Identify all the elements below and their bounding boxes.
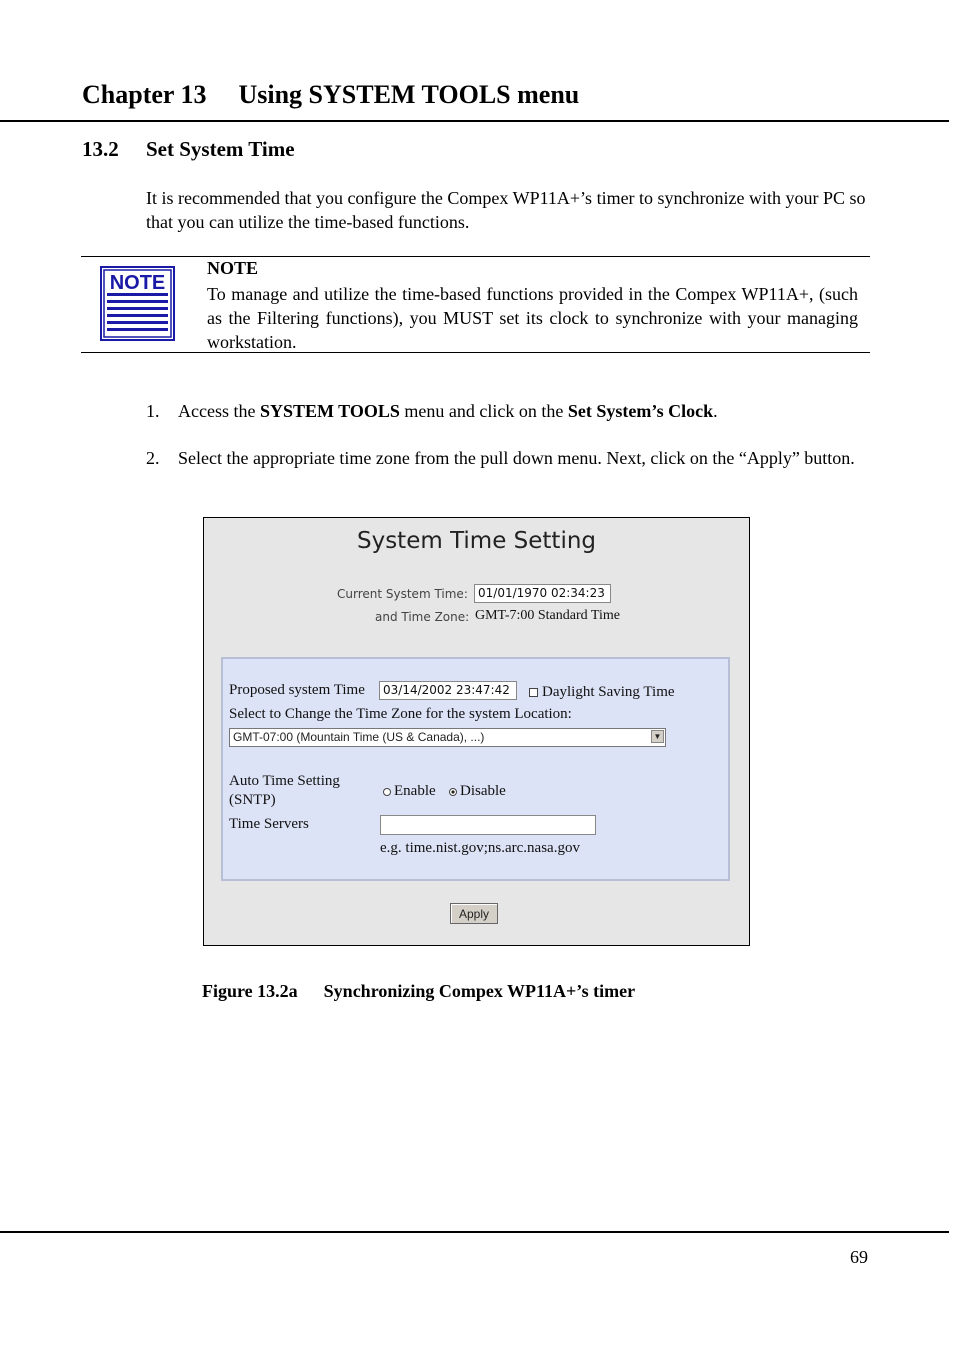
chapter-name: Using SYSTEM TOOLS menu: [238, 80, 580, 109]
step-text: Select the appropriate time zone from the pull down menu. Next, click on the “Apply” button.: [178, 448, 855, 468]
settings-panel: [221, 657, 730, 881]
timezone-select[interactable]: GMT-07:00 (Mountain Time (US & Canada), ...) ▼: [229, 728, 666, 747]
section-title: Set System Time: [146, 137, 295, 161]
sntp-label: (SNTP): [229, 792, 276, 808]
chapter-number: Chapter 13: [82, 80, 207, 109]
menu-item-name: Set System’s Clock: [567, 401, 714, 421]
figure-caption: [202, 981, 635, 1002]
enable-option[interactable]: Enable: [383, 783, 436, 800]
chapter-title: [82, 80, 579, 110]
caption-text: Synchronizing Compex WP11A+’s timer: [323, 981, 636, 1001]
menu-name: SYSTEM TOOLS: [259, 401, 400, 421]
note-icon-label: NOTE: [109, 272, 166, 294]
auto-time-label: Auto Time Setting: [229, 773, 340, 789]
timezone-select-label: Select to Change the Time Zone for the system Location:: [229, 706, 572, 722]
header-rule: [0, 120, 949, 122]
dst-option[interactable]: Daylight Saving Time: [529, 684, 675, 701]
time-zone-label: and Time Zone:: [375, 610, 470, 624]
time-servers-input[interactable]: [380, 815, 596, 835]
note-body: To manage and utilize the time-based functions provided in the Compex WP11A+, (such as the Filtering functions), you MUST set its clock to synchronize with your managing workstation.: [207, 284, 858, 352]
disable-option[interactable]: Disable: [449, 783, 506, 800]
section-number: 13.2: [82, 137, 119, 161]
footer-rule: [0, 1231, 949, 1233]
enable-radio[interactable]: [383, 788, 391, 796]
apply-button[interactable]: Apply: [450, 903, 498, 924]
step-2: [146, 446, 872, 470]
note-bottom-rule: [81, 352, 870, 353]
current-time-field[interactable]: 01/01/1970 02:34:23: [474, 584, 611, 603]
page-number: 69: [850, 1247, 868, 1267]
step-1: 1. Access the SYSTEM TOOLS menu and click on the Set System’s Clock.: [146, 401, 718, 421]
time-zone-value: GMT-7:00 Standard Time: [475, 608, 620, 623]
note-icon: [100, 266, 175, 341]
proposed-time-input[interactable]: 03/14/2002 23:47:42: [379, 681, 517, 700]
time-servers-example: e.g. time.nist.gov;ns.arc.nasa.gov: [380, 840, 580, 856]
step-number: 1.: [146, 401, 160, 421]
figure-title: System Time Setting: [356, 528, 597, 554]
disable-radio[interactable]: [449, 788, 457, 796]
chevron-down-icon[interactable]: ▼: [651, 730, 664, 743]
intro-paragraph: It is recommended that you configure the Compex WP11A+’s timer to synchronize with your PC so that you can utilize the time-based functions.: [146, 188, 866, 232]
section-heading: [82, 137, 295, 162]
time-servers-label: Time Servers: [229, 816, 309, 832]
caption-label: Figure 13.2a: [202, 981, 298, 1001]
step-number: 2.: [146, 448, 160, 468]
note-top-rule: [81, 256, 870, 257]
system-time-screenshot: [203, 517, 750, 946]
current-time-label: Current System Time:: [337, 587, 468, 601]
note-heading: NOTE: [207, 258, 259, 278]
proposed-time-label: Proposed system Time: [229, 682, 365, 698]
dst-checkbox[interactable]: [529, 688, 538, 697]
